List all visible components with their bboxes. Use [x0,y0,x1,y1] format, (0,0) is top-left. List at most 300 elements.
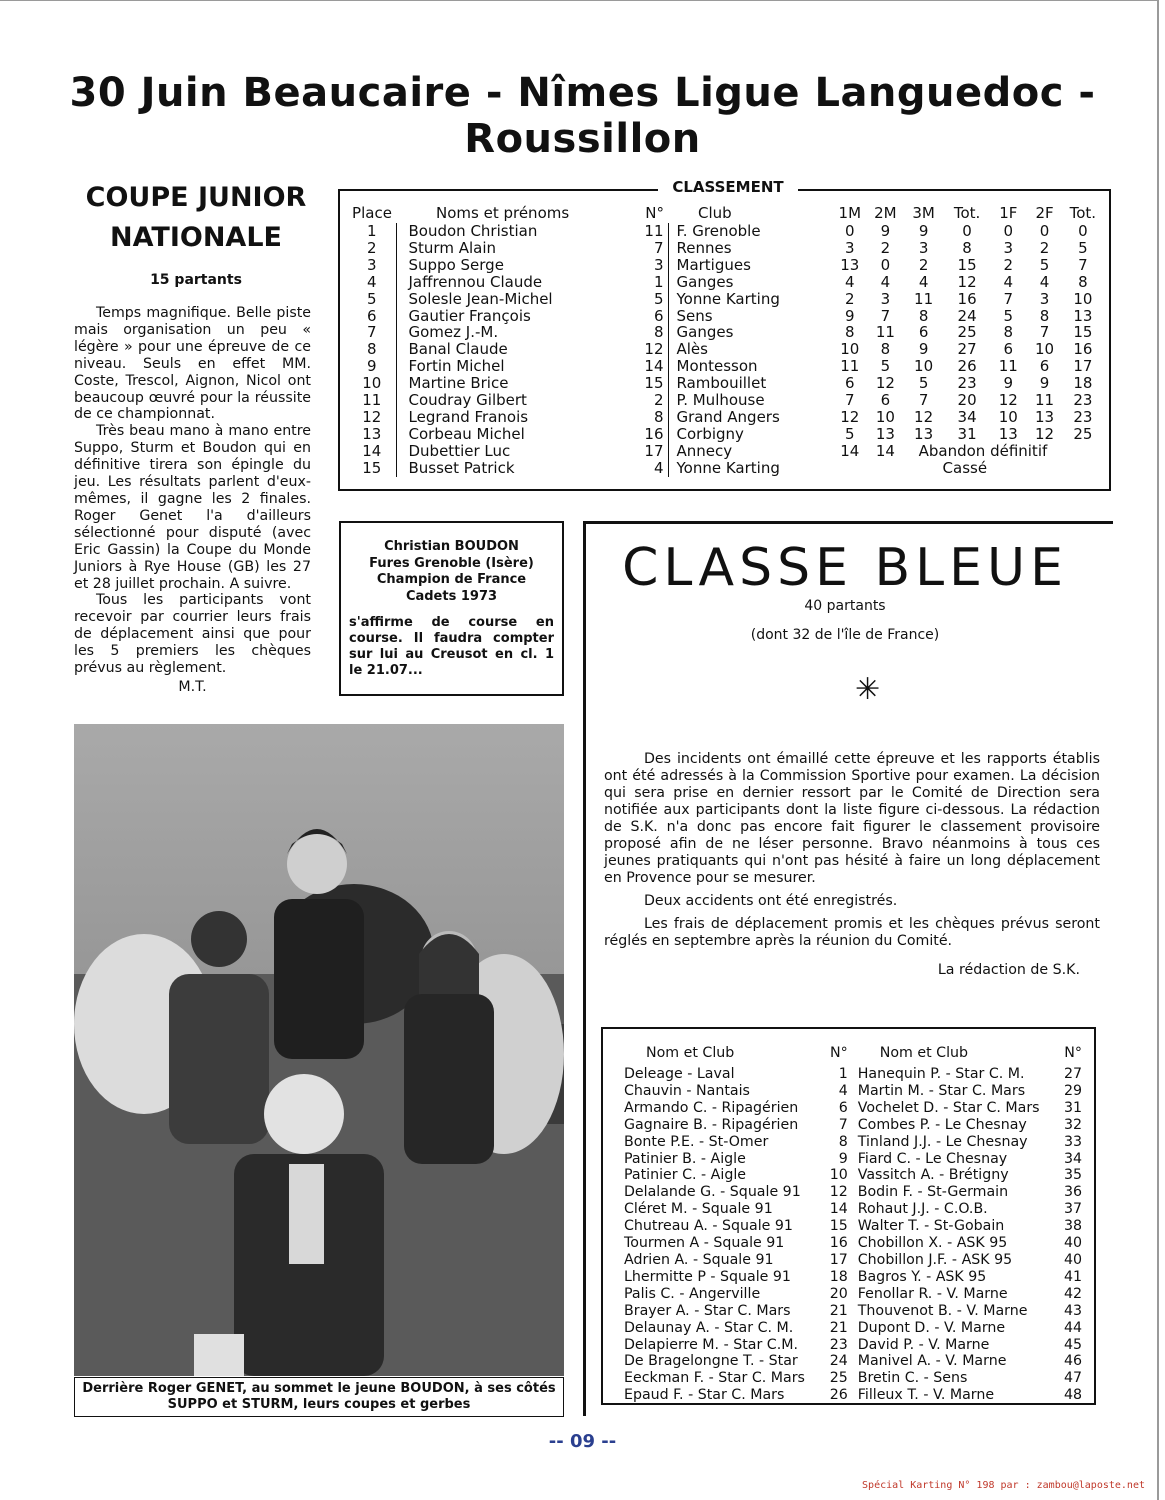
table-cell: 23 [1073,407,1093,426]
table-cell: 1 [653,272,664,291]
participant-number: 17 [829,1251,848,1268]
list-item [622,1218,1090,1235]
table-row [348,443,1103,460]
table-cell: 34 [957,407,977,426]
coupe-paragraph: Tous les participants vont recevoir par courrier leurs frais de déplacement ainsi que pour les 5 premiers les chèques prévus au règlement. [74,592,311,677]
col-header: Noms et prénoms [436,203,570,222]
participant-name: Bodin F. - St-Germain [857,1184,1009,1201]
coupe-signature: M.T. [178,678,207,695]
participant-number: 47 [1063,1370,1082,1387]
table-cell: 8 [653,407,664,426]
table-cell: 4 [880,272,891,291]
table-row [348,392,1103,409]
table-cell: 13 [998,424,1018,443]
participant-name: De Bragelongne T. - Star [624,1353,798,1370]
table-row [348,409,1103,426]
classe-bleue-paragraph: Les frais de déplacement promis et les chèques prévus seront réglés en septembre après la réunion du Comité. [604,916,1100,949]
participant-name: Brayer A. - Star C. Mars [624,1302,791,1319]
table-cell: 16 [1073,340,1093,359]
table-cell: 8 [918,306,929,325]
participant-number: 44 [1063,1319,1082,1336]
table-cell: 17 [1073,357,1093,376]
col-header: 1M [838,203,862,222]
boudon-box [339,521,564,696]
classement-table [348,202,1103,477]
list-item [622,1066,1090,1083]
table-cell: 23 [1073,391,1093,410]
table-cell: 9 [1003,374,1014,393]
col-header: 1F [999,203,1018,222]
list-item [622,1201,1090,1218]
table-cell: 4 [845,272,855,291]
table-cell: 12 [362,407,382,426]
table-cell: 4 [1039,272,1050,291]
table-cell: 11 [998,357,1018,376]
participant-name: Fiard C. - Le Chesnay [857,1150,1008,1167]
participant-number: 42 [1063,1285,1082,1302]
table-cell: 13 [1073,306,1093,325]
participant-number: 33 [1063,1133,1082,1150]
table-cell: 0 [1003,222,1014,240]
table-cell: 0 [1078,222,1088,240]
table-cell: 0 [880,255,891,274]
table-cell: 23 [957,374,977,393]
table-cell: 13 [840,255,860,274]
participant-number: 20 [829,1285,848,1302]
participant-number: 24 [829,1353,848,1370]
table-cell: 7 [1003,289,1014,308]
table-cell: 5 [653,289,664,308]
table-cell: 0 [1039,222,1050,240]
participant-name: David P. - V. Marne [857,1336,990,1353]
participant-number: 15 [829,1218,848,1235]
table-cell: Gautier François [396,308,630,325]
table-cell: Busset Patrick [396,460,630,477]
table-cell: Rennes [668,240,832,257]
photo-caption: Derrière Roger GENET, au sommet le jeune BOUDON, à ses côtés SUPPO et STURM, leurs coupes et gerbes [74,1377,564,1417]
participant-name: Patinier C. - Aigle [624,1167,746,1184]
col-header: Nom et Club [646,1045,735,1061]
participant-number: 8 [838,1133,848,1150]
list-item [622,1184,1090,1201]
table-cell: 5 [1078,238,1088,257]
table-row [348,308,1103,325]
table-cell: Solesle Jean-Michel [396,291,630,308]
list-item [622,1387,1090,1404]
participant-number: 12 [829,1184,848,1201]
table-cell: 24 [957,306,977,325]
participant-number: 37 [1063,1201,1082,1218]
table-cell: 2 [918,255,929,274]
boudon-text: s'affirme de course en course. Il faudra compter sur lui au Creusot en cl. 1 le 21.07... [349,615,554,678]
table-cell: Martigues [668,257,832,274]
table-cell: Martine Brice [396,375,630,392]
participant-number: 4 [838,1082,848,1099]
table-row [348,324,1103,341]
table-cell: 6 [653,306,664,325]
table-cell: 15 [957,255,977,274]
classe-bleue-article [604,751,1100,979]
col-header: Tot. [953,203,981,222]
table-cell: Yonne Karting [668,291,832,308]
col-header: 2F [1035,203,1054,222]
table-cell: 11 [875,323,895,342]
table-cell: 7 [880,306,891,325]
table-cell: 14 [840,441,860,460]
table-cell: 6 [1003,340,1014,359]
page-number: -- 09 -- [548,1431,617,1452]
participant-number: 38 [1063,1218,1082,1235]
table-cell: 8 [1039,306,1050,325]
table-cell: Yonne Karting [668,460,832,477]
participant-name: Combes P. - Le Chesnay [857,1116,1027,1133]
list-item [622,1167,1090,1184]
participant-number: 7 [838,1116,848,1133]
page-headline: 30 Juin Beaucaire - Nîmes Ligue Languedoc - Roussillon [69,70,1096,162]
table-cell: 14 [875,441,895,460]
footer-credit: Spécial Karting N° 198 par : zambou@laposte.net [862,1480,1145,1491]
col-header: N° [830,1045,848,1061]
table-row [348,341,1103,358]
list-item [622,1320,1090,1337]
table-cell: Ganges [668,274,832,291]
table-row [348,426,1103,443]
table-cell: Banal Claude [396,341,630,358]
list-item [622,1269,1090,1286]
classe-bleue-subtitle: (dont 32 de l'île de France) [750,627,940,643]
participant-name: Tinland J.J. - Le Chesnay [857,1133,1028,1150]
podium-photo-graphic [74,724,564,1376]
list-item [622,1353,1090,1370]
table-row [348,274,1103,291]
boudon-caption-line: Christian BOUDON [384,539,519,554]
participant-name: Palis C. - Angerville [624,1285,761,1302]
table-cell: Fortin Michel [396,358,630,375]
table-cell: Coudray Gilbert [396,392,630,409]
table-row [348,375,1103,392]
table-cell: 4 [653,458,664,477]
table-cell: Alès [668,341,832,358]
table-row [348,240,1103,257]
col-header: 2M [874,203,897,222]
boudon-caption-line: Fures Grenoble (Isère) [369,555,534,571]
table-cell: 6 [366,306,377,325]
participant-number: 48 [1063,1387,1082,1404]
classement-header-row [348,202,1103,223]
table-cell: 26 [957,357,977,376]
participant-name: Delapierre M. - Star C.M. [624,1336,798,1353]
participant-number: 23 [829,1336,848,1353]
table-cell: Suppo Serge [396,257,630,274]
table-cell: 10 [1073,289,1093,308]
participant-name: Armando C. - Ripagérien [624,1099,799,1116]
table-row [348,257,1103,274]
table-cell: 2 [845,289,855,308]
participants-table [622,1040,1090,1404]
table-cell: 12 [957,272,977,291]
participant-name: Filleux T. - V. Marne [857,1387,995,1404]
col-header: 3M [912,203,935,222]
table-cell: Legrand Franois [396,409,630,426]
table-cell: 3 [1039,289,1050,308]
col-header: Nom et Club [879,1045,969,1061]
participant-name: Walter T. - St-Gobain [857,1218,1005,1235]
participant-name: Vassitch A. - Brétigny [857,1167,1009,1184]
table-cell: 15 [1073,323,1093,342]
asterisk-icon: ✳ [855,672,881,707]
participant-name: Chauvin - Nantais [624,1082,750,1099]
participant-name: Delalande G. - Squale 91 [624,1184,801,1201]
table-cell: 10 [1035,340,1055,359]
table-cell: 9 [918,340,929,359]
table-cell: 6 [880,391,891,410]
table-cell: 3 [918,238,929,257]
table-cell: Sturm Alain [396,240,630,257]
participant-name: Lhermitte P - Squale 91 [624,1268,791,1285]
table-cell: 12 [875,374,895,393]
col-header: Club [698,203,732,222]
table-cell: 11 [362,391,382,410]
table-cell: 3 [653,255,664,274]
classe-bleue-title: CLASSE BLEUE [622,538,1068,598]
table-cell: 31 [957,424,977,443]
participant-number: 16 [829,1235,848,1252]
list-item [622,1134,1090,1151]
participant-number: 35 [1063,1167,1082,1184]
participant-number: 40 [1063,1251,1082,1268]
table-cell: 17 [644,441,664,460]
coupe-title: COUPE JUNIOR NATIONALE [85,182,307,253]
table-cell: 7 [918,391,929,410]
table-cell: Corbigny [668,426,832,443]
table-cell: Abandon définitif [918,441,1048,460]
table-cell: 11 [914,289,934,308]
list-item [622,1337,1090,1354]
participant-name: Dupont D. - V. Marne [857,1319,1006,1336]
table-cell: 27 [957,340,977,359]
table-cell: 15 [362,458,382,477]
participant-number: 1 [838,1066,848,1082]
table-cell: 15 [644,374,664,393]
participant-number: 9 [838,1150,848,1167]
table-cell: 12 [840,407,860,426]
table-cell: 20 [957,391,977,410]
table-cell: Boudon Christian [396,223,630,240]
participant-name: Adrien A. - Squale 91 [624,1251,774,1268]
table-cell: 8 [845,323,855,342]
participant-number: 29 [1063,1082,1082,1099]
table-cell: 11 [644,222,664,240]
participant-number: 6 [838,1099,848,1116]
table-cell: 18 [1073,374,1093,393]
table-cell: 13 [875,424,895,443]
participant-number: 31 [1063,1099,1082,1116]
table-cell: 10 [875,407,895,426]
table-cell: Gomez J.-M. [396,324,630,341]
participant-name: Chobillon J.F. - ASK 95 [857,1251,1013,1268]
table-cell: 6 [1039,357,1050,376]
col-header: Tot. [1069,203,1097,222]
boudon-caption-line: Champion de France [376,572,527,587]
table-cell: Montesson [668,358,832,375]
table-cell: 4 [1003,272,1014,291]
participant-name: Tourmen A - Squale 91 [624,1235,785,1252]
table-cell: 3 [845,238,855,257]
participant-number: 26 [829,1387,848,1404]
table-cell: 5 [366,289,377,308]
participant-number: 36 [1063,1184,1082,1201]
participant-name: Cléret M. - Squale 91 [624,1201,773,1218]
table-cell: 3 [1003,238,1014,257]
participant-name: Delaunay A. - Star C. M. [624,1319,794,1336]
participants-header-row [622,1040,1090,1066]
classe-bleue-partants: 40 partants [804,598,886,614]
participant-name: Patinier B. - Aigle [624,1150,746,1167]
list-item [622,1235,1090,1252]
participant-name: Thouvenot B. - V. Marne [857,1302,1028,1319]
boudon-caption-line: Cadets 1973 [405,588,498,604]
table-cell: 16 [644,424,664,443]
table-cell: Annecy [668,443,832,460]
participant-name: Gagnaire B. - Ripagérien [624,1116,799,1133]
table-cell: Dubettier Luc [396,443,630,460]
table-cell: Grand Angers [668,409,832,426]
list-item [622,1151,1090,1168]
table-cell: 7 [366,323,377,342]
table-cell: P. Mulhouse [668,392,832,409]
table-cell: 8 [366,340,377,359]
table-cell: 7 [1039,323,1050,342]
table-cell: 11 [1035,391,1055,410]
table-cell: Jaffrennou Claude [396,274,630,291]
coupe-paragraph: Temps magnifique. Belle piste mais organisation un peu « légère » pour une épreuve de ce niveau. Seuls en effet MM. Coste, Trescol, Aignon, Nicol ont beaucoup œuvré pour la réussite de ce championnat. [74,305,311,423]
table-cell: 5 [1039,255,1050,274]
list-item [622,1286,1090,1303]
classement-title: CLASSEMENT [658,178,798,196]
table-cell: 5 [1003,306,1014,325]
list-item [622,1100,1090,1117]
table-cell: 10 [840,340,860,359]
participant-number: 27 [1063,1066,1082,1082]
table-cell: 6 [845,374,855,393]
coupe-article [74,305,311,696]
table-cell: 25 [1073,424,1093,443]
table-cell: 2 [366,238,377,257]
table-cell: 8 [880,340,891,359]
table-cell: 10 [914,357,934,376]
table-cell: 13 [362,424,382,443]
table-cell: 8 [653,323,664,342]
table-cell: 12 [644,340,664,359]
table-cell: 7 [845,391,855,410]
participant-number: 46 [1063,1353,1082,1370]
coupe-paragraph: Très beau mano à mano entre Suppo, Sturm et Boudon qui en définitive tirera son épingle du jeu. Les résultats parlent d'eux-mêmes, il gagne les 2 finales. Roger Genet l'a d'ailleurs sélectionné pour disputé (avec Eric Gassin) la Coupe du Monde Juniors à Rye House (GB) les 27 et 28 juillet prochain. A suivre. [74,423,311,592]
table-row [348,358,1103,375]
participant-name: Eeckman F. - Star C. Mars [624,1370,805,1387]
table-cell: F. Grenoble [668,223,832,240]
table-row [348,291,1103,308]
classe-bleue-paragraph: Des incidents ont émaillé cette épreuve et les rapports établis ont été adressés à la Commission Sportive pour examen. La décision qui sera prise en dernier ressort par le Comité de Direction sera notifiée aux participants dont la liste figure ci-dessous. La rédaction de S.K. n'a donc pas encore fait figurer le classement provisoire proposé afin de ne léser personne. Bravo néanmoins à tous ces jeunes pratiquants qui n'ont pas hésité à faire un long déplacement en Provence pour se mesurer. [604,751,1100,886]
table-cell: 12 [998,391,1018,410]
participant-number: 10 [829,1167,848,1184]
table-cell: Ganges [668,324,832,341]
table-cell: 16 [957,289,977,308]
table-cell: 2 [1003,255,1014,274]
table-cell: 3 [880,289,891,308]
participant-number: 25 [829,1370,848,1387]
table-cell: 0 [962,222,972,240]
participant-number: 45 [1063,1336,1082,1353]
table-cell: 12 [1035,424,1055,443]
participant-name: Bagros Y. - ASK 95 [857,1268,987,1285]
participant-name: Hanequin P. - Star C. M. [857,1066,1025,1082]
participant-name: Fenollar R. - V. Marne [857,1285,1008,1302]
podium-photo [74,724,564,1376]
table-cell: 7 [653,238,664,257]
classe-bleue-redaction: La rédaction de S.K. [937,962,1080,978]
table-cell: 4 [918,272,929,291]
participant-name: Epaud F. - Star C. Mars [624,1387,785,1404]
table-cell: Rambouillet [668,375,832,392]
table-cell: Sens [668,308,832,325]
participant-name: Chobillon X. - ASK 95 [857,1235,1008,1252]
participant-name: Bonte P.E. - St-Omer [624,1133,769,1150]
table-cell: 1 [366,222,377,240]
table-cell: 14 [644,357,664,376]
table-cell: 2 [880,238,891,257]
participant-number: 40 [1063,1235,1082,1252]
table-cell: 8 [1078,272,1088,291]
table-cell: 12 [914,407,934,426]
table-cell: Corbeau Michel [396,426,630,443]
table-cell: 9 [918,222,929,240]
table-cell: 9 [845,306,855,325]
list-item [622,1117,1090,1134]
list-item [622,1303,1090,1320]
table-cell: 9 [366,357,377,376]
coupe-partants: 15 partants [150,272,242,288]
table-cell: 5 [880,357,891,376]
table-cell: 14 [362,441,382,460]
participant-name: Vochelet D. - Star C. Mars [857,1099,1040,1116]
table-row [348,460,1103,477]
list-item [622,1370,1090,1387]
table-cell: 8 [962,238,972,257]
table-cell: 25 [957,323,977,342]
participant-number: 21 [829,1319,848,1336]
table-cell: 6 [918,323,929,342]
table-cell: 3 [366,255,377,274]
participant-name: Chutreau A. - Squale 91 [624,1218,793,1235]
table-cell: 5 [918,374,929,393]
participant-name: Deleage - Laval [624,1066,735,1082]
participant-name: Rohaut J.J. - C.O.B. [857,1201,988,1218]
classe-bleue-paragraph: Deux accidents ont été enregistrés. [644,893,898,909]
participant-number: 14 [829,1201,848,1218]
table-cell: 5 [845,424,855,443]
table-cell: 2 [1039,238,1050,257]
table-cell: 9 [1039,374,1050,393]
participant-number: 43 [1063,1302,1082,1319]
table-cell: 7 [1078,255,1088,274]
participant-name: Bretin C. - Sens [857,1370,968,1387]
table-row [348,223,1103,240]
participant-name: Manivel A. - V. Marne [857,1353,1007,1370]
col-header: N° [1064,1045,1082,1061]
participant-number: 21 [829,1302,848,1319]
participant-number: 18 [829,1268,848,1285]
list-item [622,1083,1090,1100]
